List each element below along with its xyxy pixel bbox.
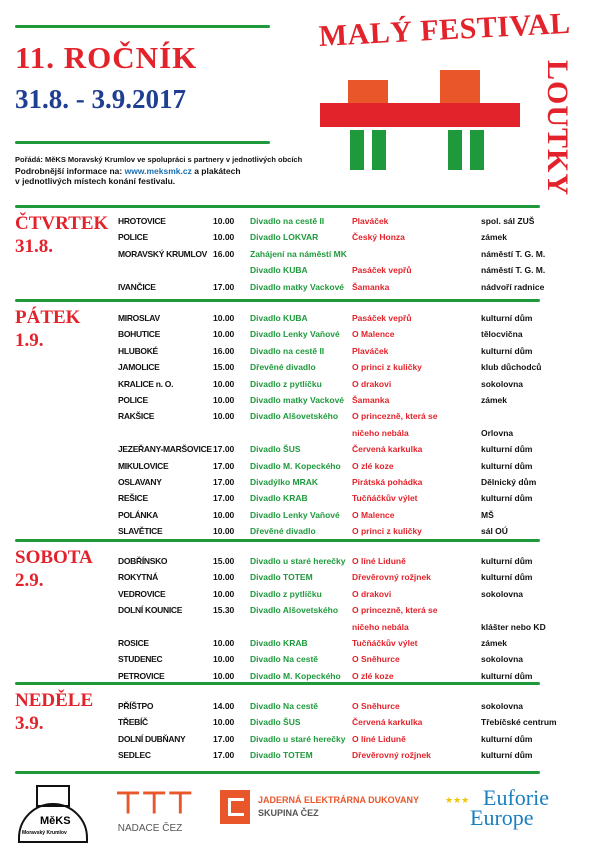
more-info-suffix: a plakátech [194, 166, 241, 176]
sponsor-logos: MěKS Moravský Krumlov ⊤⊤⊤ NADACE ČEZ JADERNÁ ELEKTRÁRNA DUKOVANY SKUPINA ČEZ ★★★ Euforie Europe [0, 785, 600, 845]
row-troupe: Divadlo M. Kopeckého [250, 670, 341, 681]
row-venue: Dělnický dům [481, 476, 537, 487]
row-venue: sál OÚ [481, 526, 508, 537]
row-time: 17.00 [213, 281, 235, 292]
row-town: POLÁNKA [118, 509, 158, 520]
row-venue: zámek [481, 232, 507, 243]
row-time: 10.00 [213, 654, 235, 665]
row-venue: klub důchodců [481, 362, 542, 373]
schedule-row [0, 279, 600, 295]
website-link[interactable]: www.meksmk.cz [124, 166, 192, 176]
row-troupe: Divadlo z pytlíčku [250, 378, 322, 389]
row-town: DOLNÍ KOUNICE [118, 605, 183, 616]
row-troupe: Divadlo Lenky Vaňové [250, 509, 340, 520]
organizer-text: Pořádá: MěKS Moravský Krumlov ve spolupráci s partnery v jednotlivých obcích [15, 155, 303, 164]
row-show: O Sněhurce [352, 701, 400, 711]
row-town: JEZEŘANY-MARŠOVICE [118, 444, 212, 455]
row-troupe: Dřevěné divadlo [250, 526, 316, 537]
row-time: 16.00 [213, 345, 235, 356]
row-show: ničeho nebála [352, 427, 409, 438]
day-schedule [0, 213, 600, 295]
day-name: PÁTEK [15, 307, 81, 328]
row-show: O zlé koze [352, 460, 394, 471]
row-show: Pasáček vepřů [352, 265, 412, 276]
schedule-row [0, 425, 600, 441]
more-info-prefix: Podrobnější informace na: [15, 166, 123, 176]
row-troupe: Divadýlko MRAK [250, 476, 319, 487]
row-troupe: Divadlo LOKVAR [250, 232, 319, 243]
row-town: ROKYTNÁ [118, 572, 158, 583]
schedule-row [0, 441, 600, 457]
schedule-row [0, 343, 600, 359]
row-troupe: Divadlo na cestě II [250, 216, 325, 226]
row-show: O líné Liduně [352, 733, 406, 744]
schedule-row [0, 553, 600, 569]
top-divider [15, 25, 270, 28]
schedule-row [0, 262, 600, 278]
row-venue: klášter nebo KD [481, 621, 546, 632]
more-info [15, 166, 241, 186]
row-venue: kulturní dům [481, 556, 533, 566]
row-time: 17.00 [213, 476, 235, 487]
festival-dates: 31.8. - 3.9.2017 [15, 84, 186, 114]
schedule-row [0, 392, 600, 408]
row-town: SLAVĚTICE [118, 526, 163, 537]
schedule-row [0, 523, 600, 539]
row-venue: kulturní dům [481, 493, 533, 504]
row-troupe: Zahájení na náměstí MK [250, 248, 347, 259]
header-divider [15, 141, 270, 144]
row-troupe: Divadlo z pytlíčku [250, 588, 322, 599]
row-time: 16.00 [213, 248, 235, 259]
row-venue: náměstí T. G. M. [481, 265, 546, 276]
row-venue: kulturní dům [481, 750, 533, 761]
schedule-row [0, 731, 600, 747]
schedule-row [0, 747, 600, 763]
row-troupe: Divadlo Lenky Vaňové [250, 329, 340, 340]
day-schedule [0, 553, 600, 684]
row-town: HLUBOKÉ [118, 345, 158, 356]
row-show: Šamanka [352, 281, 390, 292]
schedule-row [0, 698, 600, 714]
schedule-row [0, 569, 600, 585]
schedule-row [0, 376, 600, 392]
row-venue: kulturní dům [481, 313, 533, 323]
row-time: 10.00 [213, 232, 235, 243]
row-show: Tučňáčkův výlet [352, 493, 418, 504]
row-venue: kulturní dům [481, 572, 533, 583]
row-town: JAMOLICE [118, 362, 160, 373]
row-show: Český Honza [352, 232, 405, 243]
schedule-row [0, 229, 600, 245]
row-show: Šamanka [352, 394, 390, 405]
row-troupe: Divadlo KRAB [250, 637, 308, 648]
row-show: Dřevěrovný rožjnek [352, 750, 431, 761]
row-venue: sokolovna [481, 378, 524, 389]
schedule-row [0, 651, 600, 667]
row-time: 10.00 [213, 637, 235, 648]
row-town: SEDLEC [118, 750, 151, 761]
edition-heading: 11. ROČNÍK [15, 40, 198, 75]
schedule-row [0, 619, 600, 635]
row-troupe: Divadlo M. Kopeckého [250, 460, 341, 471]
row-time: 10.00 [213, 329, 235, 340]
row-town: HROTOVICE [118, 216, 166, 226]
row-venue: kulturní dům [481, 733, 533, 744]
day-date: 31.8. [15, 236, 53, 257]
row-show: O princezně, která se [352, 605, 438, 616]
row-town: RAKŠICE [118, 411, 155, 422]
day-schedule [0, 310, 600, 539]
row-time: 10.00 [213, 378, 235, 389]
row-show: Pasáček vepřů [352, 313, 412, 323]
row-venue: tělocvična [481, 329, 523, 340]
row-time: 10.00 [213, 216, 235, 226]
meks-logo: MěKS Moravský Krumlov [18, 785, 88, 840]
row-town: POLICE [118, 394, 148, 405]
schedule-row [0, 213, 600, 229]
row-venue: zámek [481, 394, 507, 405]
row-troupe: Divadlo u staré herečky [250, 556, 346, 566]
row-troupe: Divadlo Alšovetského [250, 411, 339, 422]
row-troupe: Divadlo Na cestě [250, 654, 319, 665]
row-troupe: Divadlo ŠUS [250, 444, 301, 455]
row-show: ničeho nebála [352, 621, 409, 632]
footer-divider [15, 771, 540, 774]
row-time: 10.00 [213, 670, 235, 681]
day-divider [15, 205, 540, 208]
row-town: ROSICE [118, 637, 149, 648]
row-show: O princi z kuličky [352, 362, 422, 373]
row-time: 10.00 [213, 588, 235, 599]
festival-title-vertical: LOUTKY [541, 60, 574, 197]
day-divider [15, 682, 540, 685]
row-troupe: Divadlo Alšovetského [250, 605, 339, 616]
schedule-row [0, 458, 600, 474]
row-town: DOBŘÍNSKO [118, 556, 168, 566]
row-town: DOLNÍ DUBŇANY [118, 733, 186, 744]
row-time: 10.00 [213, 572, 235, 583]
day-name: NEDĚLE [15, 690, 94, 711]
more-info-line2: v jednotlivých místech konání festivalu. [15, 176, 176, 186]
schedule-row [0, 474, 600, 490]
row-town: TŘEBÍČ [118, 717, 148, 728]
schedule-row [0, 586, 600, 602]
row-troupe: Divadlo KUBA [250, 313, 308, 323]
schedule-row [0, 310, 600, 326]
row-town: MIROSLAV [118, 313, 160, 323]
row-show: O princezně, která se [352, 411, 438, 422]
schedule-row [0, 326, 600, 342]
row-venue: kulturní dům [481, 460, 533, 471]
row-venue: náměstí T. G. M. [481, 248, 546, 259]
row-troupe: Divadlo TOTEM [250, 750, 313, 761]
row-town: OSLAVANY [118, 476, 162, 487]
row-town: BOHUTICE [118, 329, 160, 340]
day-date: 2.9. [15, 570, 44, 591]
row-troupe: Divadlo Na cestě [250, 701, 319, 711]
day-divider [15, 299, 540, 302]
row-town: MORAVSKÝ KRUMLOV [118, 248, 208, 259]
row-venue: kulturní dům [481, 444, 533, 455]
day-schedule [0, 698, 600, 764]
row-show: Červená karkulka [352, 444, 423, 455]
row-town: IVANČICE [118, 281, 156, 292]
row-venue: nádvoří radnice [481, 281, 545, 292]
row-venue: Třebíčské centrum [481, 717, 557, 728]
row-time: 10.00 [213, 394, 235, 405]
row-venue: Orlovna [481, 427, 514, 438]
row-troupe: Divadlo u staré herečky [250, 733, 346, 744]
row-time: 10.00 [213, 313, 235, 323]
row-time: 15.00 [213, 556, 235, 566]
row-venue: sokolovna [481, 654, 524, 665]
row-time: 15.30 [213, 605, 235, 616]
row-show: Plaváček [352, 345, 389, 356]
row-town: PETROVICE [118, 670, 165, 681]
puppets-illustration [320, 55, 535, 175]
row-time: 17.00 [213, 460, 235, 471]
row-time: 15.00 [213, 362, 235, 373]
row-time: 10.00 [213, 509, 235, 520]
row-town: POLICE [118, 232, 148, 243]
row-troupe: Divadlo TOTEM [250, 572, 313, 583]
row-town: PŘÍŠTPO [118, 701, 154, 711]
row-time: 10.00 [213, 717, 235, 728]
nadace-cez-logo: ⊤⊤⊤ NADACE ČEZ [115, 787, 194, 834]
row-show: O zlé koze [352, 670, 394, 681]
row-venue: kulturní dům [481, 345, 533, 356]
row-show: Tučňáčkův výlet [352, 637, 418, 648]
row-troupe: Divadlo KRAB [250, 493, 308, 504]
row-show: Dřevěrovný rožjnek [352, 572, 431, 583]
row-town: KRALICE n. O. [118, 378, 174, 389]
row-town: VEDROVICE [118, 588, 166, 599]
day-date: 1.9. [15, 330, 44, 351]
schedule-row [0, 635, 600, 651]
row-show: O Malence [352, 329, 395, 340]
row-time: 17.00 [213, 733, 235, 744]
row-troupe: Divadlo na cestě II [250, 345, 325, 356]
row-time: 10.00 [213, 411, 235, 422]
row-show: O líné Liduně [352, 556, 406, 566]
day-name: ČTVRTEK [15, 213, 109, 234]
row-venue: sokolovna [481, 588, 524, 599]
row-troupe: Divadlo KUBA [250, 265, 308, 276]
schedule-row [0, 490, 600, 506]
row-time: 17.00 [213, 493, 235, 504]
row-town: MIKULOVICE [118, 460, 169, 471]
row-show: O princi z kuličky [352, 526, 422, 537]
row-show: Červená karkulka [352, 717, 423, 728]
day-date: 3.9. [15, 713, 44, 734]
row-troupe: Divadlo matky Vackové [250, 281, 345, 292]
row-show: O drakovi [352, 378, 392, 389]
row-show: O Sněhurce [352, 654, 400, 665]
schedule-row [0, 359, 600, 375]
row-troupe: Dřevěné divadlo [250, 362, 316, 373]
row-town: REŠICE [118, 493, 148, 504]
row-troupe: Divadlo matky Vackové [250, 394, 345, 405]
row-venue: spol. sál ZUŠ [481, 216, 535, 226]
schedule-row [0, 507, 600, 523]
row-town: STUDENEC [118, 654, 163, 665]
row-time: 17.00 [213, 750, 235, 761]
schedule-row [0, 602, 600, 618]
schedule-row [0, 246, 600, 262]
row-time: 14.00 [213, 701, 235, 711]
row-show: O Malence [352, 509, 395, 520]
row-time: 10.00 [213, 526, 235, 537]
schedule-row [0, 714, 600, 730]
row-venue: zámek [481, 637, 507, 648]
row-troupe: Divadlo ŠUS [250, 717, 301, 728]
schedule-row [0, 408, 600, 424]
row-time: 17.00 [213, 444, 235, 455]
row-venue: sokolovna [481, 701, 524, 711]
row-show: Plaváček [352, 216, 389, 226]
day-name: SOBOTA [15, 547, 93, 568]
row-show: O drakovi [352, 588, 392, 599]
row-venue: kulturní dům [481, 670, 533, 681]
row-show: Pirátská pohádka [352, 476, 423, 487]
festival-title: MALÝ FESTIVAL [318, 6, 572, 53]
day-divider [15, 539, 540, 542]
row-venue: MŠ [481, 509, 494, 520]
